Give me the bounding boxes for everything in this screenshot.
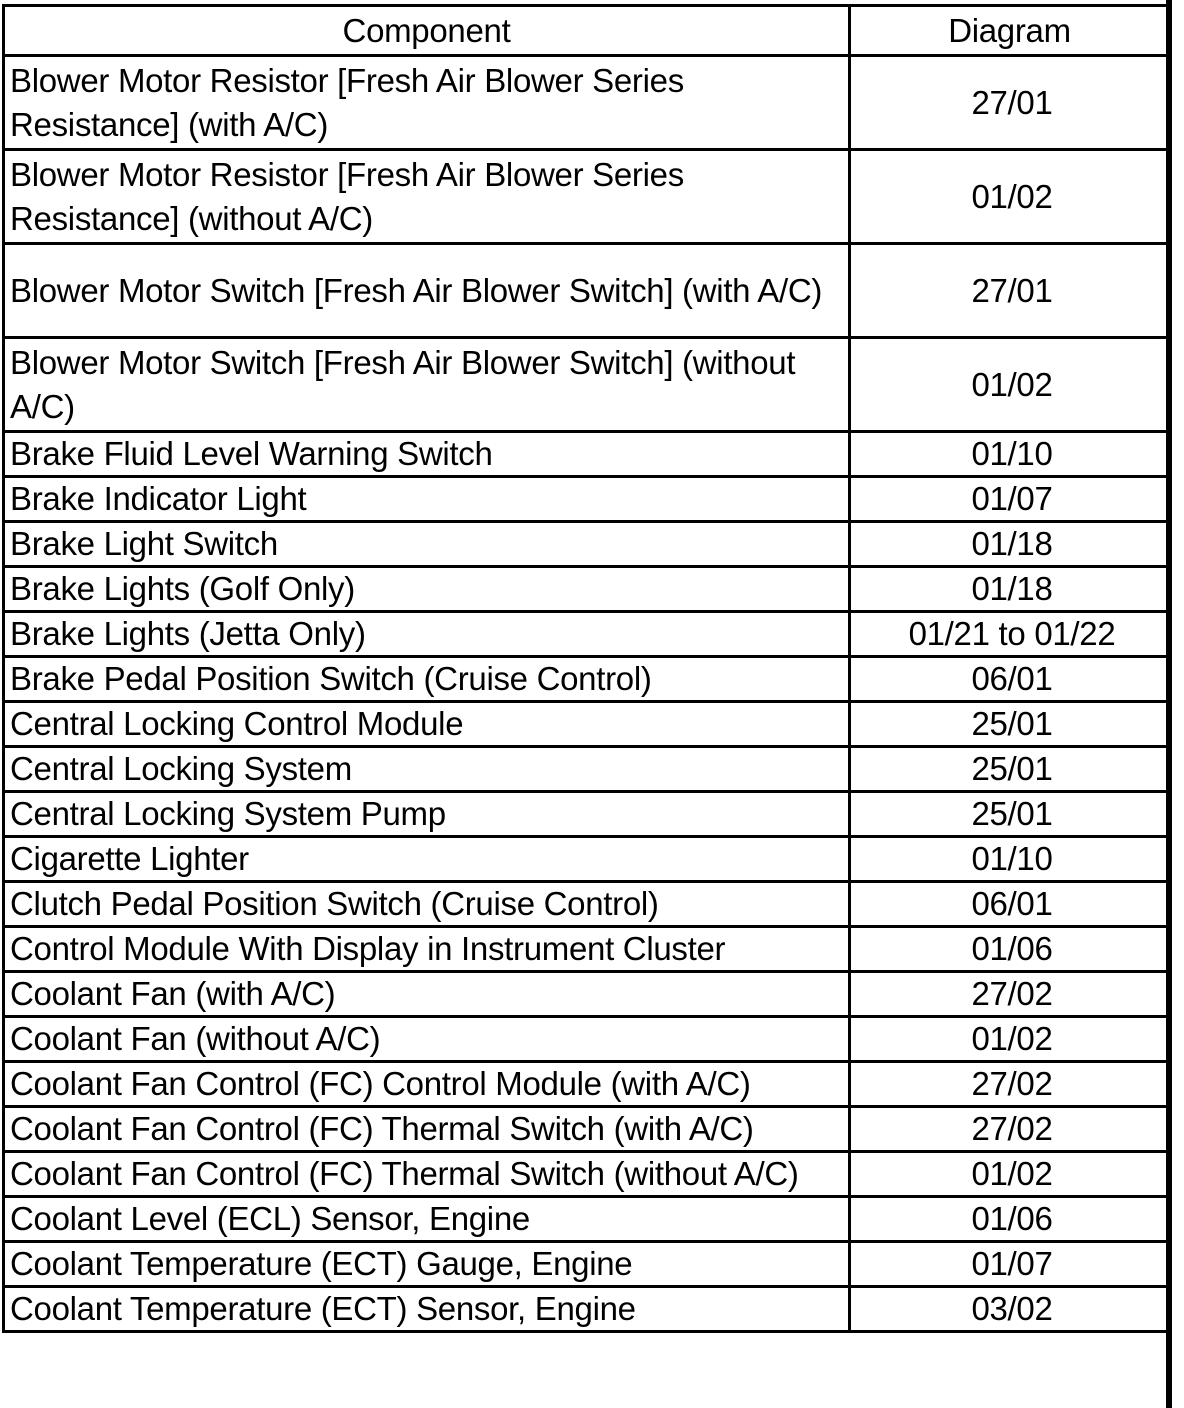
component-cell: Coolant Fan Control (FC) Thermal Switch (without A/C) (4, 1152, 850, 1197)
component-cell: Coolant Fan (without A/C) (4, 1017, 850, 1062)
diagram-cell: 01/06 (850, 927, 1170, 972)
component-cell: Coolant Fan Control (FC) Thermal Switch (with A/C) (4, 1107, 850, 1152)
diagram-cell: 01/02 (850, 1017, 1170, 1062)
component-cell: Coolant Level (ECL) Sensor, Engine (4, 1197, 850, 1242)
diagram-cell: 01/10 (850, 432, 1170, 477)
table-body (4, 56, 1170, 1332)
diagram-cell: 03/02 (850, 1287, 1170, 1332)
table-header-row (4, 6, 1170, 56)
component-cell: Coolant Fan Control (FC) Control Module (with A/C) (4, 1062, 850, 1107)
table-row (4, 338, 1170, 432)
diagram-cell: 01/18 (850, 567, 1170, 612)
component-cell: Blower Motor Switch [Fresh Air Blower Switch] (without A/C) (4, 338, 850, 432)
diagram-cell: 01/02 (850, 150, 1170, 244)
component-cell: Central Locking Control Module (4, 702, 850, 747)
table-row (4, 1107, 1170, 1152)
component-cell: Brake Pedal Position Switch (Cruise Control) (4, 657, 850, 702)
diagram-cell: 01/10 (850, 837, 1170, 882)
table-row (4, 1287, 1170, 1332)
table-row (4, 882, 1170, 927)
table-row (4, 927, 1170, 972)
table-row (4, 56, 1170, 150)
table-row (4, 612, 1170, 657)
component-diagram-table (2, 4, 1171, 1333)
diagram-cell: 25/01 (850, 792, 1170, 837)
component-column-header: Component (4, 6, 850, 56)
component-cell: Central Locking System (4, 747, 850, 792)
component-cell: Brake Lights (Golf Only) (4, 567, 850, 612)
diagram-cell: 25/01 (850, 747, 1170, 792)
table-row (4, 837, 1170, 882)
diagram-cell: 27/01 (850, 56, 1170, 150)
component-cell: Coolant Fan (with A/C) (4, 972, 850, 1017)
table-row (4, 657, 1170, 702)
component-cell: Blower Motor Switch [Fresh Air Blower Switch] (with A/C) (4, 244, 850, 338)
diagram-cell: 27/01 (850, 244, 1170, 338)
table-row (4, 150, 1170, 244)
component-cell: Brake Lights (Jetta Only) (4, 612, 850, 657)
component-cell: Blower Motor Resistor [Fresh Air Blower Series Resistance] (with A/C) (4, 56, 850, 150)
diagram-cell: 01/06 (850, 1197, 1170, 1242)
table-row (4, 567, 1170, 612)
diagram-cell: 01/07 (850, 1242, 1170, 1287)
diagram-cell: 27/02 (850, 1107, 1170, 1152)
diagram-cell: 27/02 (850, 972, 1170, 1017)
diagram-cell: 06/01 (850, 882, 1170, 927)
table-row (4, 1197, 1170, 1242)
component-cell: Control Module With Display in Instrument Cluster (4, 927, 850, 972)
table-row (4, 1242, 1170, 1287)
diagram-cell: 25/01 (850, 702, 1170, 747)
component-cell: Brake Light Switch (4, 522, 850, 567)
component-cell: Clutch Pedal Position Switch (Cruise Control) (4, 882, 850, 927)
table-row (4, 1017, 1170, 1062)
table-row (4, 522, 1170, 567)
table-row (4, 702, 1170, 747)
diagram-cell: 06/01 (850, 657, 1170, 702)
page-edge-bar (1166, 0, 1172, 1408)
table-row (4, 244, 1170, 338)
diagram-cell: 27/02 (850, 1062, 1170, 1107)
component-cell: Coolant Temperature (ECT) Gauge, Engine (4, 1242, 850, 1287)
table-row (4, 477, 1170, 522)
table-row (4, 792, 1170, 837)
table-row (4, 432, 1170, 477)
component-cell: Brake Fluid Level Warning Switch (4, 432, 850, 477)
table-row (4, 1152, 1170, 1197)
component-cell: Coolant Temperature (ECT) Sensor, Engine (4, 1287, 850, 1332)
diagram-cell: 01/18 (850, 522, 1170, 567)
diagram-cell: 01/21 to 01/22 (850, 612, 1170, 657)
component-cell: Central Locking System Pump (4, 792, 850, 837)
table-row (4, 747, 1170, 792)
component-cell: Blower Motor Resistor [Fresh Air Blower Series Resistance] (without A/C) (4, 150, 850, 244)
component-cell: Brake Indicator Light (4, 477, 850, 522)
table-row (4, 1062, 1170, 1107)
component-cell: Cigarette Lighter (4, 837, 850, 882)
table-row (4, 972, 1170, 1017)
diagram-cell: 01/07 (850, 477, 1170, 522)
diagram-column-header: Diagram (850, 6, 1170, 56)
diagram-cell: 01/02 (850, 338, 1170, 432)
diagram-cell: 01/02 (850, 1152, 1170, 1197)
